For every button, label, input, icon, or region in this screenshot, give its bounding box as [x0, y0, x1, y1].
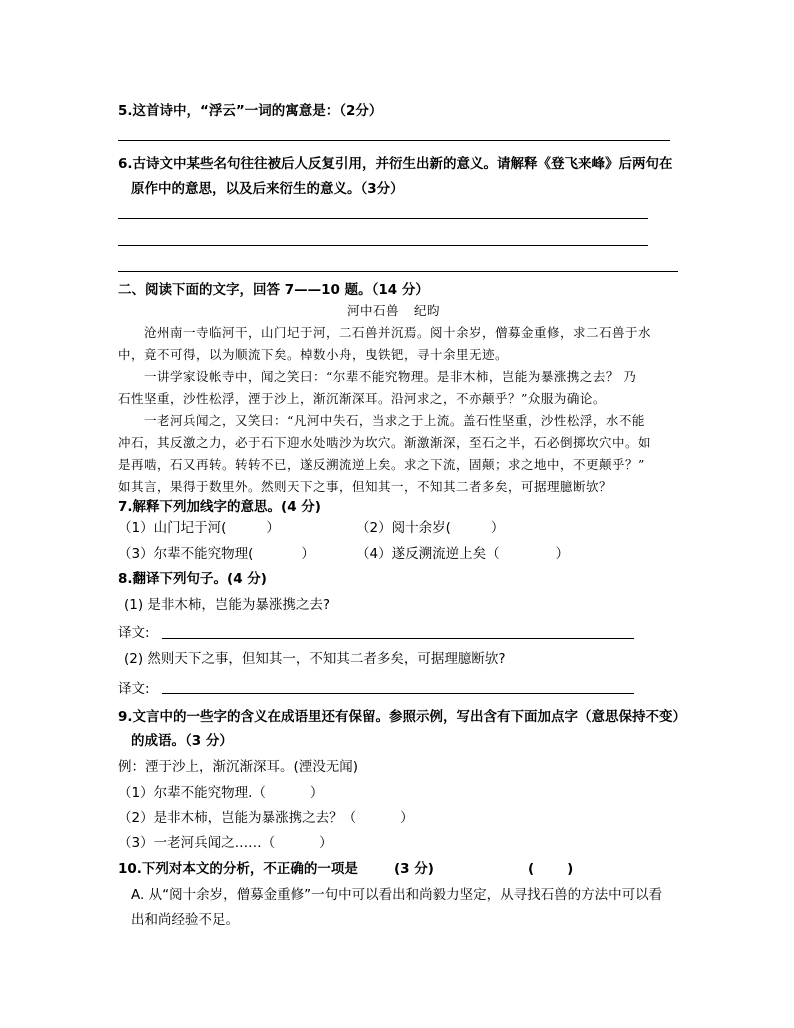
q9-example: 例：湮于沙上，渐沉渐深耳。(湮没无闻)	[118, 759, 359, 775]
q8-text: 8.翻译下列句子。(4 分)	[118, 571, 267, 587]
q9-line2: 的成语。（3 分）	[131, 733, 233, 749]
passage-line: 中，竟不可得，以为顺流下矣。棹数小舟，曳铁钯，寻十余里无迹。	[118, 347, 509, 362]
q7-item-4-label: （4）遂反溯流逆上矣（	[356, 546, 500, 562]
q7-item-3-label: （3）尔辈不能究物理(	[118, 546, 254, 562]
q6-answer-line-2[interactable]	[118, 245, 648, 246]
q8-sentence-2: (2) 然则天下之事，但知其一，不知其二者多矣，可据理臆断欤?	[124, 651, 506, 667]
q7-item-4-close: ）	[555, 546, 570, 562]
q10-text: 10.下列对本文的分析，不正确的一项是	[118, 861, 358, 877]
q8-answer-line-2[interactable]	[162, 693, 634, 694]
q10-answer-paren[interactable]: ( )	[528, 861, 574, 877]
passage-line: 如其言，果得于数里外。然则天下之事，但知其一，不知其二者多矣，可据理臆断欤？	[118, 479, 613, 494]
q9-line1: 9.文言中的一些字的含义在成语里还有保留。参照示例，写出含有下面加点字（意思保持不变）	[118, 709, 687, 725]
q8-answer-line-1[interactable]	[162, 638, 634, 639]
q6-answer-line-3[interactable]	[118, 271, 678, 272]
q7-item-4	[356, 545, 569, 563]
q9-item-3-label: （3）一老河兵闻之……（	[118, 835, 276, 851]
q7-item-1	[118, 519, 280, 537]
q5-answer-line[interactable]	[118, 140, 670, 141]
q9-item-3-close: ）	[319, 835, 333, 851]
passage-line: 沧州南一寺临河干，山门圮于河，二石兽并沉焉。阅十余岁，僧募金重修，求二石兽于水	[144, 325, 652, 340]
q7-item-1-label: （1）山门圮于河(	[118, 520, 227, 536]
q6-line1: 6.古诗文中某些名句往往被后人反复引用，并衍生出新的意义。请解释《登飞来峰》后两句在	[118, 156, 673, 172]
q8-yiwen-label-2: 译文:	[118, 681, 150, 697]
q8-yiwen-label-1: 译文:	[118, 625, 150, 641]
q7-text: 7.解释下列加线字的意思。(4 分)	[118, 499, 321, 515]
q7-item-2-label: （2）阅十余岁(	[356, 520, 451, 536]
q10-option-a-line2[interactable]: 出和尚经验不足。	[131, 912, 239, 928]
q10-score: (3 分)	[394, 861, 434, 877]
q9-item-2	[118, 809, 414, 827]
q9-item-2-close: ）	[400, 810, 414, 826]
q9-item-1-close: ）	[309, 785, 324, 801]
passage-author: 纪昀	[414, 303, 441, 318]
passage-line: 冲石，其反激之力，必于石下迎水处啮沙为坎穴。渐激渐深，至石之半，石必倒掷坎穴中。如	[118, 435, 652, 450]
passage-line: 一老河兵闻之，又笑曰：“凡河中失石，当求之于上流。盖石性坚重，沙性松浮，水不能	[144, 413, 645, 428]
q7-item-2	[356, 519, 504, 537]
passage-title: 河中石兽	[347, 303, 400, 318]
q7-item-2-close: ）	[490, 520, 505, 536]
q9-item-1	[118, 784, 323, 802]
q9-item-1-label: （1）尔辈不能究物理.（	[118, 785, 266, 801]
q9-item-2-label: （2）是非木柿，岂能为暴涨携之去？（	[118, 810, 357, 826]
q9-item-3	[118, 834, 333, 852]
passage-line: 石性坚重，沙性松浮，湮于沙上，渐沉渐深耳。沿河求之，不亦颠乎？”众服为确论。	[118, 391, 606, 406]
q6-answer-line-1[interactable]	[118, 218, 648, 219]
q7-item-1-close: ）	[266, 520, 280, 536]
q7-item-3	[118, 545, 315, 563]
q6-line2: 原作中的意思，以及后来衍生的意义。（3分）	[131, 181, 404, 197]
q5-text: 5.这首诗中，“浮云”一词的寓意是：（2分）	[118, 103, 383, 119]
q7-item-3-close: ）	[301, 546, 315, 562]
passage-line: 是再啮，石又再转。转转不已，遂反溯流逆上矣。求之下流，固颠；求之地中，不更颠乎？”	[118, 457, 645, 472]
q8-sentence-1: (1) 是非木柿，岂能为暴涨携之去?	[124, 597, 331, 613]
q10-option-a-line1[interactable]: A. 从“阅十余岁，僧募金重修”一句中可以看出和尚毅力坚定，从寻找石兽的方法中可以看	[131, 887, 663, 903]
section2-heading: 二、阅读下面的文字，回答 7——10 题。（14 分）	[118, 282, 429, 298]
passage-line: 一讲学家设帐寺中，闻之笑曰：“尔辈不能究物理。是非木柿，岂能为暴涨携之去？ 乃	[144, 369, 637, 384]
